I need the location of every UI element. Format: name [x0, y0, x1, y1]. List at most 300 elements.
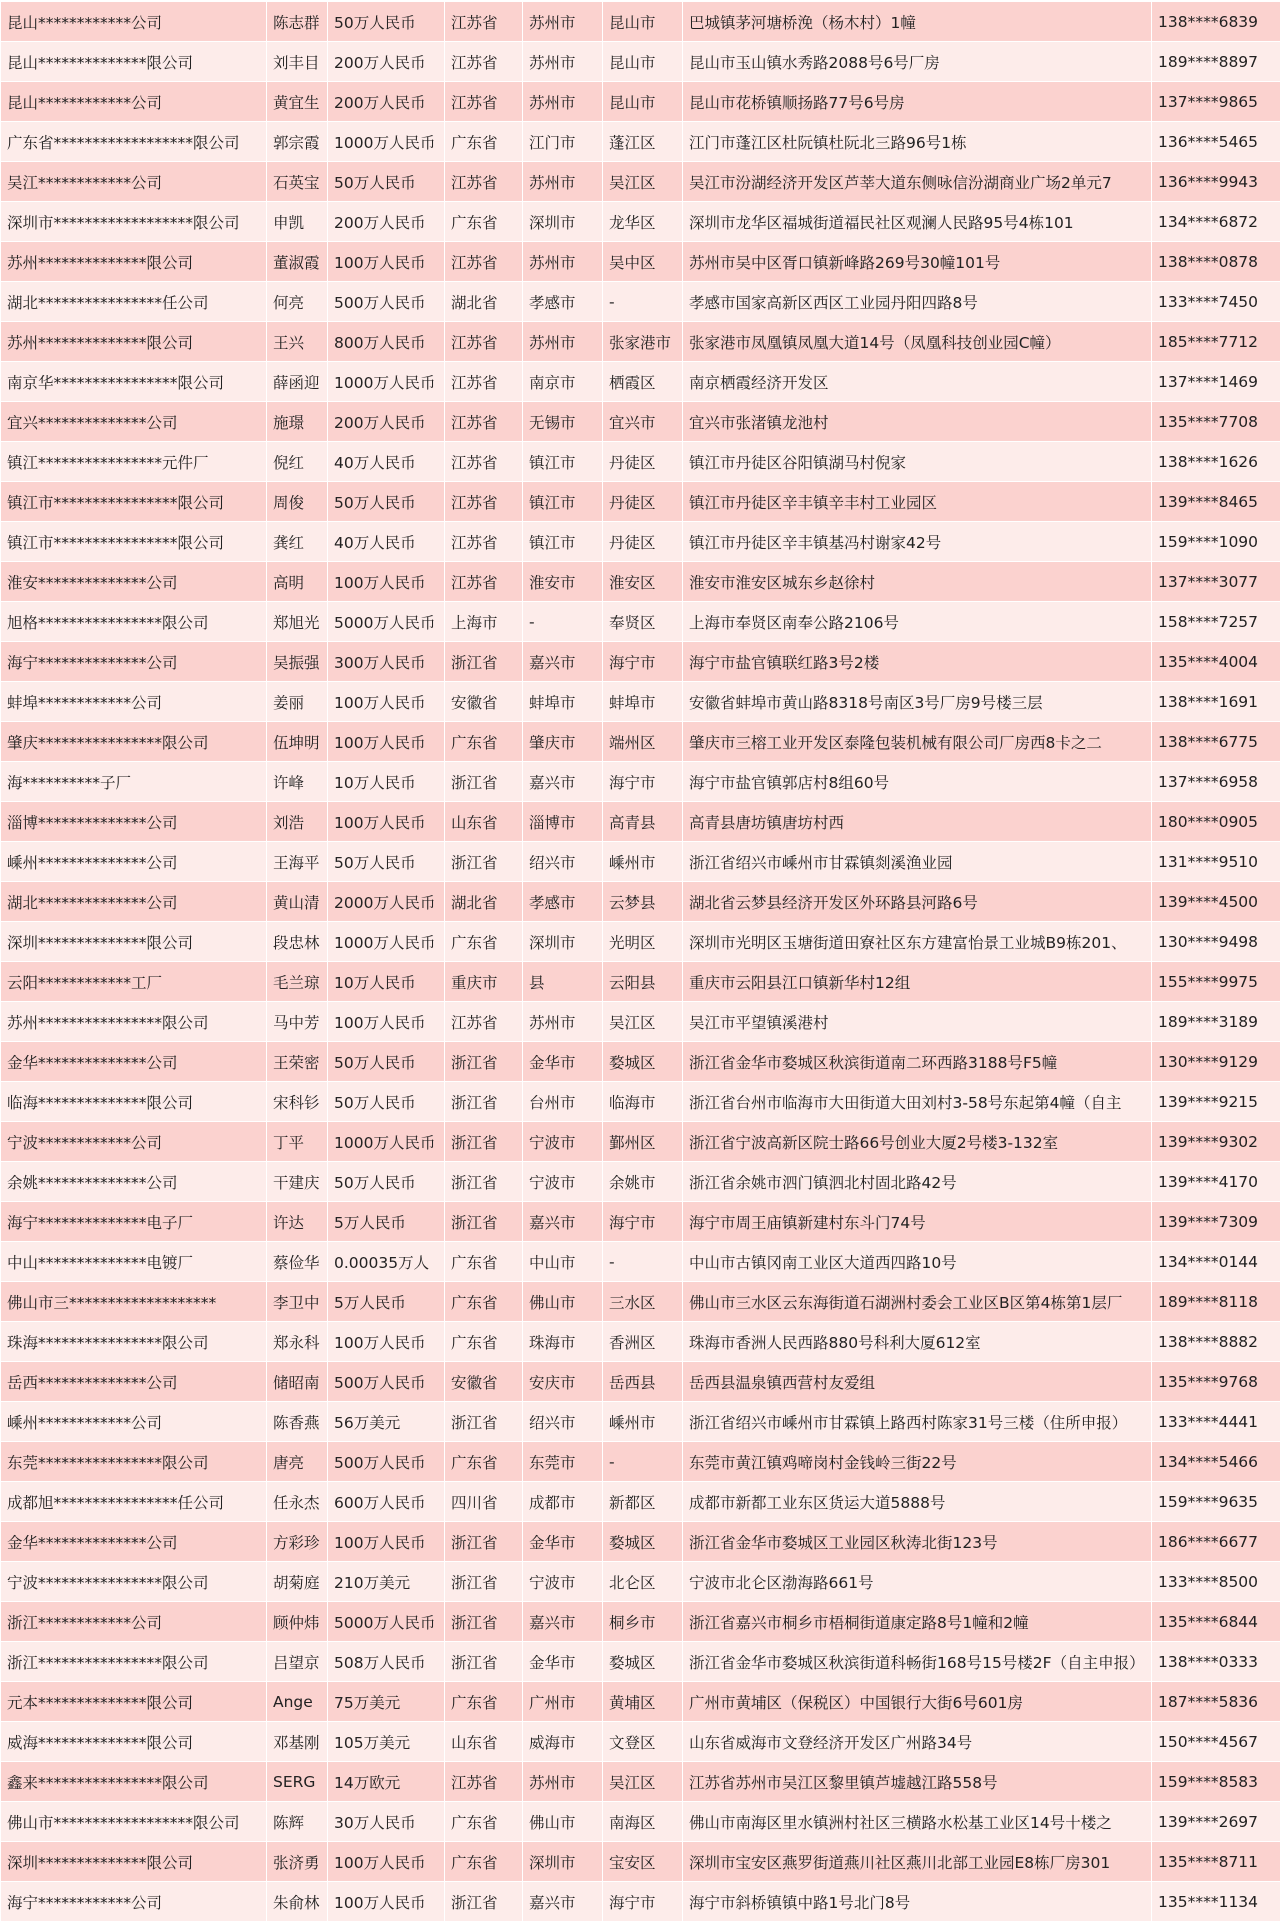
company-name-cell: 镇江市****************限公司 — [1, 522, 267, 562]
table-row — [1, 642, 1280, 682]
table-row — [1, 1762, 1280, 1802]
address-cell: 海宁市斜桥镇镇中路1号北门8号 — [683, 1882, 1152, 1922]
legal-person-cell: 陈辉 — [267, 1802, 328, 1842]
city-cell: 宁波市 — [523, 1122, 603, 1162]
legal-person-cell: 黄宜生 — [267, 82, 328, 122]
district-cell: 南海区 — [603, 1802, 683, 1842]
province-cell: 广东省 — [445, 1682, 523, 1722]
legal-person-cell: 董淑霞 — [267, 242, 328, 282]
company-name-cell: 海**********子厂 — [1, 762, 267, 802]
city-cell: 佛山市 — [523, 1802, 603, 1842]
company-name-cell: 威海**************限公司 — [1, 1722, 267, 1762]
address-cell: 浙江省嘉兴市桐乡市梧桐街道康定路8号1幢和2幢 — [683, 1602, 1152, 1642]
legal-person-cell: 吴振强 — [267, 642, 328, 682]
province-cell: 浙江省 — [445, 1122, 523, 1162]
registered-capital-cell: 0.00035万人 — [328, 1242, 445, 1282]
registered-capital-cell: 200万人民币 — [328, 202, 445, 242]
address-cell: 肇庆市三榕工业开发区泰隆包装机械有限公司厂房西8卡之二 — [683, 722, 1152, 762]
province-cell: 广东省 — [445, 202, 523, 242]
district-cell: - — [603, 1442, 683, 1482]
company-table — [0, 1, 1280, 1922]
registered-capital-cell: 2000万人民币 — [328, 882, 445, 922]
district-cell: 鄞州区 — [603, 1122, 683, 1162]
address-cell: 江门市蓬江区杜阮镇杜阮北三路96号1栋 — [683, 122, 1152, 162]
registered-capital-cell: 100万人民币 — [328, 802, 445, 842]
city-cell: 江门市 — [523, 122, 603, 162]
city-cell: 苏州市 — [523, 1002, 603, 1042]
company-name-cell: 云阳************工厂 — [1, 962, 267, 1002]
company-name-cell: 湖北****************任公司 — [1, 282, 267, 322]
table-row — [1, 802, 1280, 842]
city-cell: 嘉兴市 — [523, 1602, 603, 1642]
registered-capital-cell: 40万人民币 — [328, 522, 445, 562]
legal-person-cell: 刘丰目 — [267, 42, 328, 82]
district-cell: 丹徒区 — [603, 482, 683, 522]
company-name-cell: 临海**************限公司 — [1, 1082, 267, 1122]
registered-capital-cell: 100万人民币 — [328, 242, 445, 282]
city-cell: 宁波市 — [523, 1162, 603, 1202]
legal-person-cell: 邓基刚 — [267, 1722, 328, 1762]
table-row — [1, 282, 1280, 322]
table-row — [1, 1442, 1280, 1482]
table-row — [1, 202, 1280, 242]
district-cell: 婺城区 — [603, 1042, 683, 1082]
province-cell: 浙江省 — [445, 1162, 523, 1202]
legal-person-cell: 王海平 — [267, 842, 328, 882]
table-row — [1, 1802, 1280, 1842]
province-cell: 广东省 — [445, 922, 523, 962]
table-row — [1, 322, 1280, 362]
address-cell: 镇江市丹徒区谷阳镇湖马村倪家 — [683, 442, 1152, 482]
district-cell: 云梦县 — [603, 882, 683, 922]
legal-person-cell: 储昭南 — [267, 1362, 328, 1402]
district-cell: 蓬江区 — [603, 122, 683, 162]
registered-capital-cell: 210万美元 — [328, 1562, 445, 1602]
company-name-cell: 佛山市三******************* — [1, 1282, 267, 1322]
table-row — [1, 1242, 1280, 1282]
district-cell: 吴江区 — [603, 1002, 683, 1042]
phone-cell: 189****8897 — [1152, 42, 1280, 82]
table-row — [1, 362, 1280, 402]
legal-person-cell: 伍坤明 — [267, 722, 328, 762]
table-row — [1, 682, 1280, 722]
province-cell: 江苏省 — [445, 522, 523, 562]
province-cell: 浙江省 — [445, 1202, 523, 1242]
district-cell: 光明区 — [603, 922, 683, 962]
address-cell: 浙江省宁波高新区院士路66号创业大厦2号楼3-132室 — [683, 1122, 1152, 1162]
address-cell: 浙江省金华市婺城区工业园区秋涛北街123号 — [683, 1522, 1152, 1562]
registered-capital-cell: 50万人民币 — [328, 2, 445, 42]
legal-person-cell: 郑永科 — [267, 1322, 328, 1362]
company-name-cell: 东莞****************限公司 — [1, 1442, 267, 1482]
legal-person-cell: 许峰 — [267, 762, 328, 802]
registered-capital-cell: 1000万人民币 — [328, 1122, 445, 1162]
address-cell: 浙江省绍兴市嵊州市甘霖镇剡溪渔业园 — [683, 842, 1152, 882]
table-row — [1, 1482, 1280, 1522]
table-row — [1, 1082, 1280, 1122]
registered-capital-cell: 5万人民币 — [328, 1202, 445, 1242]
district-cell: 张家港市 — [603, 322, 683, 362]
phone-cell: 138****8882 — [1152, 1322, 1280, 1362]
district-cell: 北仑区 — [603, 1562, 683, 1602]
company-name-cell: 余姚**************公司 — [1, 1162, 267, 1202]
legal-person-cell: 马中芳 — [267, 1002, 328, 1042]
district-cell: 婺城区 — [603, 1522, 683, 1562]
company-name-cell: 浙江****************限公司 — [1, 1642, 267, 1682]
province-cell: 江苏省 — [445, 2, 523, 42]
district-cell: 龙华区 — [603, 202, 683, 242]
city-cell: 嘉兴市 — [523, 642, 603, 682]
registered-capital-cell: 500万人民币 — [328, 282, 445, 322]
province-cell: 山东省 — [445, 1722, 523, 1762]
address-cell: 中山市古镇冈南工业区大道西四路10号 — [683, 1242, 1152, 1282]
registered-capital-cell: 300万人民币 — [328, 642, 445, 682]
address-cell: 东莞市黄江镇鸡啼岗村金钱岭三街22号 — [683, 1442, 1152, 1482]
province-cell: 浙江省 — [445, 1642, 523, 1682]
registered-capital-cell: 200万人民币 — [328, 82, 445, 122]
address-cell: 上海市奉贤区南奉公路2106号 — [683, 602, 1152, 642]
city-cell: 淮安市 — [523, 562, 603, 602]
city-cell: 嘉兴市 — [523, 762, 603, 802]
phone-cell: 134****6872 — [1152, 202, 1280, 242]
province-cell: 浙江省 — [445, 1602, 523, 1642]
legal-person-cell: 胡菊庭 — [267, 1562, 328, 1602]
address-cell: 吴江市平望镇溪港村 — [683, 1002, 1152, 1042]
company-name-cell: 吴江************公司 — [1, 162, 267, 202]
address-cell: 佛山市三水区云东海街道石湖洲村委会工业区B区第4栋第1层厂 — [683, 1282, 1152, 1322]
province-cell: 浙江省 — [445, 1882, 523, 1922]
legal-person-cell: 高明 — [267, 562, 328, 602]
phone-cell: 155****9975 — [1152, 962, 1280, 1002]
city-cell: 镇江市 — [523, 482, 603, 522]
city-cell: 苏州市 — [523, 162, 603, 202]
address-cell: 江苏省苏州市吴江区黎里镇芦墟越江路558号 — [683, 1762, 1152, 1802]
table-row — [1, 1842, 1280, 1882]
province-cell: 江苏省 — [445, 322, 523, 362]
phone-cell: 189****8118 — [1152, 1282, 1280, 1322]
province-cell: 浙江省 — [445, 1402, 523, 1442]
province-cell: 浙江省 — [445, 1082, 523, 1122]
district-cell: 嵊州市 — [603, 1402, 683, 1442]
legal-person-cell: 王荣密 — [267, 1042, 328, 1082]
province-cell: 广东省 — [445, 122, 523, 162]
table-row — [1, 1042, 1280, 1082]
company-name-cell: 嵊州**************公司 — [1, 842, 267, 882]
address-cell: 淮安市淮安区城东乡赵徐村 — [683, 562, 1152, 602]
address-cell: 重庆市云阳县江口镇新华村12组 — [683, 962, 1152, 1002]
legal-person-cell: 刘浩 — [267, 802, 328, 842]
legal-person-cell: 宋科钐 — [267, 1082, 328, 1122]
legal-person-cell: 顾仲炜 — [267, 1602, 328, 1642]
table-row — [1, 1202, 1280, 1242]
phone-cell: 135****6844 — [1152, 1602, 1280, 1642]
phone-cell: 138****1691 — [1152, 682, 1280, 722]
company-name-cell: 旭格****************限公司 — [1, 602, 267, 642]
district-cell: - — [603, 1242, 683, 1282]
address-cell: 珠海市香洲人民西路880号科利大厦612室 — [683, 1322, 1152, 1362]
legal-person-cell: 张济勇 — [267, 1842, 328, 1882]
legal-person-cell: 郭宗霞 — [267, 122, 328, 162]
province-cell: 江苏省 — [445, 562, 523, 602]
phone-cell: 180****0905 — [1152, 802, 1280, 842]
legal-person-cell: 薛函迎 — [267, 362, 328, 402]
district-cell: 海宁市 — [603, 1882, 683, 1922]
province-cell: 重庆市 — [445, 962, 523, 1002]
address-cell: 海宁市周王庙镇新建村东斗门74号 — [683, 1202, 1152, 1242]
table-row — [1, 722, 1280, 762]
registered-capital-cell: 1000万人民币 — [328, 922, 445, 962]
legal-person-cell: 蔡俭华 — [267, 1242, 328, 1282]
city-cell: 蚌埠市 — [523, 682, 603, 722]
legal-person-cell: 郑旭光 — [267, 602, 328, 642]
company-name-cell: 苏州**************限公司 — [1, 322, 267, 362]
registered-capital-cell: 40万人民币 — [328, 442, 445, 482]
company-name-cell: 镇江****************元件厂 — [1, 442, 267, 482]
table-row — [1, 1522, 1280, 1562]
phone-cell: 136****5465 — [1152, 122, 1280, 162]
registered-capital-cell: 200万人民币 — [328, 402, 445, 442]
company-name-cell: 深圳**************限公司 — [1, 922, 267, 962]
district-cell: 云阳县 — [603, 962, 683, 1002]
company-name-cell: 嵊州************公司 — [1, 1402, 267, 1442]
company-name-cell: 湖北**************公司 — [1, 882, 267, 922]
phone-cell: 137****9865 — [1152, 82, 1280, 122]
registered-capital-cell: 1000万人民币 — [328, 362, 445, 402]
province-cell: 浙江省 — [445, 1042, 523, 1082]
city-cell: 珠海市 — [523, 1322, 603, 1362]
legal-person-cell: 姜丽 — [267, 682, 328, 722]
table-row — [1, 242, 1280, 282]
legal-person-cell: 朱俞林 — [267, 1882, 328, 1922]
registered-capital-cell: 5万人民币 — [328, 1282, 445, 1322]
district-cell: 海宁市 — [603, 642, 683, 682]
address-cell: 佛山市南海区里水镇洲村社区三横路水松基工业区14号十楼之 — [683, 1802, 1152, 1842]
legal-person-cell: 倪红 — [267, 442, 328, 482]
province-cell: 江苏省 — [445, 162, 523, 202]
city-cell: 绍兴市 — [523, 1402, 603, 1442]
district-cell: 嵊州市 — [603, 842, 683, 882]
address-cell: 浙江省余姚市泗门镇泗北村固北路42号 — [683, 1162, 1152, 1202]
district-cell: 海宁市 — [603, 1202, 683, 1242]
table-row — [1, 522, 1280, 562]
province-cell: 浙江省 — [445, 1562, 523, 1602]
address-cell: 浙江省台州市临海市大田街道大田刘村3-58号东起第4幢（自主 — [683, 1082, 1152, 1122]
city-cell: 镇江市 — [523, 522, 603, 562]
district-cell: 香洲区 — [603, 1322, 683, 1362]
company-name-cell: 金华**************公司 — [1, 1042, 267, 1082]
address-cell: 海宁市盐官镇郭店村8组60号 — [683, 762, 1152, 802]
city-cell: 南京市 — [523, 362, 603, 402]
legal-person-cell: 李卫中 — [267, 1282, 328, 1322]
address-cell: 广州市黄埔区（保税区）中国银行大街6号601房 — [683, 1682, 1152, 1722]
legal-person-cell: 干建庆 — [267, 1162, 328, 1202]
phone-cell: 135****8711 — [1152, 1842, 1280, 1882]
district-cell: 蚌埠市 — [603, 682, 683, 722]
phone-cell: 135****9768 — [1152, 1362, 1280, 1402]
registered-capital-cell: 600万人民币 — [328, 1482, 445, 1522]
city-cell: 东莞市 — [523, 1442, 603, 1482]
province-cell: 浙江省 — [445, 762, 523, 802]
company-name-cell: 宁波****************限公司 — [1, 1562, 267, 1602]
phone-cell: 135****1134 — [1152, 1882, 1280, 1922]
province-cell: 安徽省 — [445, 1362, 523, 1402]
company-name-cell: 金华**************公司 — [1, 1522, 267, 1562]
phone-cell: 137****3077 — [1152, 562, 1280, 602]
company-name-cell: 昆山**************限公司 — [1, 42, 267, 82]
registered-capital-cell: 800万人民币 — [328, 322, 445, 362]
table-row — [1, 442, 1280, 482]
phone-cell: 135****7708 — [1152, 402, 1280, 442]
company-name-cell: 浙江************公司 — [1, 1602, 267, 1642]
province-cell: 山东省 — [445, 802, 523, 842]
province-cell: 浙江省 — [445, 842, 523, 882]
registered-capital-cell: 100万人民币 — [328, 1002, 445, 1042]
province-cell: 广东省 — [445, 1442, 523, 1482]
legal-person-cell: 毛兰琼 — [267, 962, 328, 1002]
province-cell: 上海市 — [445, 602, 523, 642]
city-cell: 成都市 — [523, 1482, 603, 1522]
table-row — [1, 402, 1280, 442]
city-cell: 宁波市 — [523, 1562, 603, 1602]
district-cell: 新都区 — [603, 1482, 683, 1522]
address-cell: 浙江省金华市婺城区秋滨街道科畅街168号15号楼2F（自主申报） — [683, 1642, 1152, 1682]
district-cell: 高青县 — [603, 802, 683, 842]
company-name-cell: 佛山市******************限公司 — [1, 1802, 267, 1842]
district-cell: 宝安区 — [603, 1842, 683, 1882]
registered-capital-cell: 508万人民币 — [328, 1642, 445, 1682]
table-row — [1, 82, 1280, 122]
registered-capital-cell: 105万美元 — [328, 1722, 445, 1762]
phone-cell: 137****1469 — [1152, 362, 1280, 402]
registered-capital-cell: 50万人民币 — [328, 1162, 445, 1202]
city-cell: 广州市 — [523, 1682, 603, 1722]
registered-capital-cell: 100万人民币 — [328, 562, 445, 602]
phone-cell: 130****9498 — [1152, 922, 1280, 962]
address-cell: 岳西县温泉镇西营村友爱组 — [683, 1362, 1152, 1402]
legal-person-cell: 龚红 — [267, 522, 328, 562]
phone-cell: 131****9510 — [1152, 842, 1280, 882]
registered-capital-cell: 56万美元 — [328, 1402, 445, 1442]
province-cell: 浙江省 — [445, 1522, 523, 1562]
table-row — [1, 2, 1280, 42]
district-cell: 宜兴市 — [603, 402, 683, 442]
district-cell: 栖霞区 — [603, 362, 683, 402]
table-row — [1, 122, 1280, 162]
district-cell: 昆山市 — [603, 42, 683, 82]
phone-cell: 133****4441 — [1152, 1402, 1280, 1442]
legal-person-cell: 吕望京 — [267, 1642, 328, 1682]
registered-capital-cell: 5000万人民币 — [328, 1602, 445, 1642]
table-row — [1, 1322, 1280, 1362]
address-cell: 深圳市光明区玉塘街道田寮社区东方建富怡景工业城B9栋201、 — [683, 922, 1152, 962]
phone-cell: 134****5466 — [1152, 1442, 1280, 1482]
table-row — [1, 1682, 1280, 1722]
company-name-cell: 肇庆****************限公司 — [1, 722, 267, 762]
city-cell: 孝感市 — [523, 882, 603, 922]
district-cell: 吴江区 — [603, 1762, 683, 1802]
company-name-cell: 淮安**************公司 — [1, 562, 267, 602]
province-cell: 广东省 — [445, 1242, 523, 1282]
address-cell: 宜兴市张渚镇龙池村 — [683, 402, 1152, 442]
legal-person-cell: 陈志群 — [267, 2, 328, 42]
phone-cell: 159****8583 — [1152, 1762, 1280, 1802]
city-cell: 苏州市 — [523, 82, 603, 122]
phone-cell: 138****0878 — [1152, 242, 1280, 282]
district-cell: 婺城区 — [603, 1642, 683, 1682]
company-name-cell: 元本**************限公司 — [1, 1682, 267, 1722]
company-name-cell: 淄博**************公司 — [1, 802, 267, 842]
registered-capital-cell: 10万人民币 — [328, 762, 445, 802]
registered-capital-cell: 200万人民币 — [328, 42, 445, 82]
table-row — [1, 1642, 1280, 1682]
legal-person-cell: 陈香燕 — [267, 1402, 328, 1442]
city-cell: 苏州市 — [523, 322, 603, 362]
legal-person-cell: 丁平 — [267, 1122, 328, 1162]
address-cell: 高青县唐坊镇唐坊村西 — [683, 802, 1152, 842]
province-cell: 湖北省 — [445, 882, 523, 922]
address-cell: 宁波市北仑区渤海路661号 — [683, 1562, 1152, 1602]
district-cell: 丹徒区 — [603, 522, 683, 562]
phone-cell: 139****2697 — [1152, 1802, 1280, 1842]
table-row — [1, 1162, 1280, 1202]
table-row — [1, 1002, 1280, 1042]
city-cell: 深圳市 — [523, 922, 603, 962]
city-cell: 淄博市 — [523, 802, 603, 842]
table-row — [1, 1602, 1280, 1642]
legal-person-cell: 周俊 — [267, 482, 328, 522]
address-cell: 山东省威海市文登经济开发区广州路34号 — [683, 1722, 1152, 1762]
province-cell: 广东省 — [445, 1802, 523, 1842]
registered-capital-cell: 100万人民币 — [328, 722, 445, 762]
registered-capital-cell: 30万人民币 — [328, 1802, 445, 1842]
province-cell: 江苏省 — [445, 362, 523, 402]
city-cell: 安庆市 — [523, 1362, 603, 1402]
district-cell: 昆山市 — [603, 2, 683, 42]
phone-cell: 139****4170 — [1152, 1162, 1280, 1202]
table-row — [1, 562, 1280, 602]
table-row — [1, 1282, 1280, 1322]
province-cell: 江苏省 — [445, 82, 523, 122]
district-cell: 淮安区 — [603, 562, 683, 602]
table-row — [1, 1122, 1280, 1162]
address-cell: 深圳市龙华区福城街道福民社区观澜人民路95号4栋101 — [683, 202, 1152, 242]
legal-person-cell: 黄山清 — [267, 882, 328, 922]
city-cell: 嘉兴市 — [523, 1202, 603, 1242]
phone-cell: 138****6839 — [1152, 2, 1280, 42]
district-cell: 余姚市 — [603, 1162, 683, 1202]
legal-person-cell: 何亮 — [267, 282, 328, 322]
city-cell: 金华市 — [523, 1522, 603, 1562]
address-cell: 成都市新都工业东区货运大道5888号 — [683, 1482, 1152, 1522]
city-cell: 县 — [523, 962, 603, 1002]
registered-capital-cell: 500万人民币 — [328, 1362, 445, 1402]
registered-capital-cell: 5000万人民币 — [328, 602, 445, 642]
company-name-cell: 昆山************公司 — [1, 2, 267, 42]
province-cell: 广东省 — [445, 1322, 523, 1362]
district-cell: 三水区 — [603, 1282, 683, 1322]
city-cell: 肇庆市 — [523, 722, 603, 762]
city-cell: 无锡市 — [523, 402, 603, 442]
address-cell: 南京栖霞经济开发区 — [683, 362, 1152, 402]
legal-person-cell: 施璟 — [267, 402, 328, 442]
district-cell: 文登区 — [603, 1722, 683, 1762]
province-cell: 四川省 — [445, 1482, 523, 1522]
phone-cell: 135****4004 — [1152, 642, 1280, 682]
district-cell: 奉贤区 — [603, 602, 683, 642]
address-cell: 镇江市丹徒区辛丰镇辛丰村工业园区 — [683, 482, 1152, 522]
phone-cell: 133****7450 — [1152, 282, 1280, 322]
city-cell: 威海市 — [523, 1722, 603, 1762]
